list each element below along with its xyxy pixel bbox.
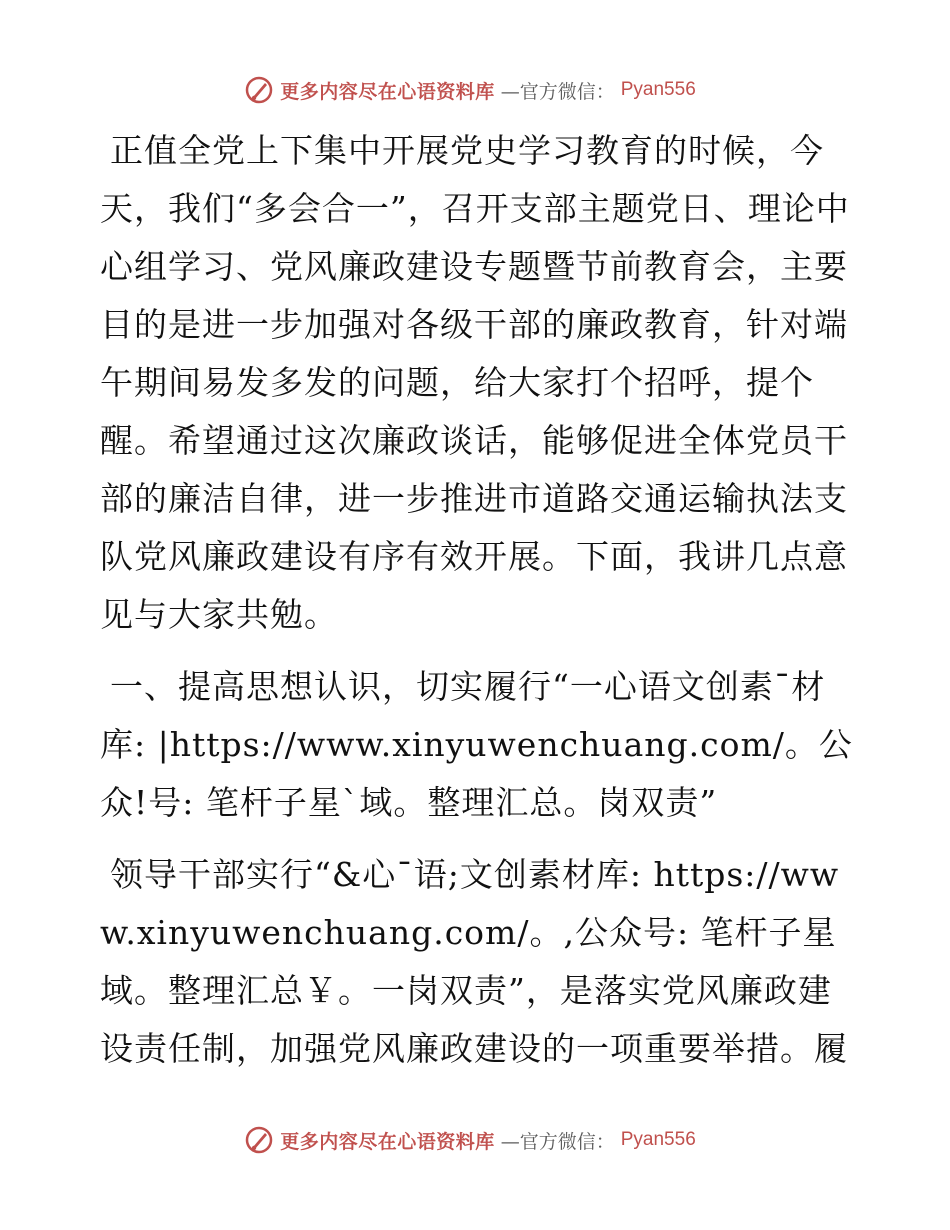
paragraph-intro-text: 正值全党上下集中开展党史学习教育的时候，今天，我们“多会合一”，召开支部主题党日、理论中心组学习、党风廉政建设专题暨节前教育会，主要目的是进一步加强对各级干部的廉政教育，针对端午期间易发多发的问题，给大家打个招呼，提个醒。希望通过这次廉政谈话，能够促进全体党员干部的廉洁自律，进一步推进市道路交通运输执法支队党风廉政建设有序有效开展。下面，我讲几点意见与大家共勉。: [100, 131, 850, 634]
quill-pen-logo-icon: [244, 1125, 274, 1155]
paragraph-body-text: 领导干部实行“&心¯语;文创素材库: https://www.xinyuwenchuang.com/。,公众号: 笔杆子星域。整理汇总￥。一岗双责”，是落实党风廉政建设责任制，加强党风廉政建设的一项重要举措。履: [100, 855, 848, 1068]
watermark-footer-inner: [244, 1125, 696, 1155]
watermark-wechat-id: Pyan556: [620, 79, 696, 100]
paragraph-intro: [100, 122, 860, 644]
watermark-title: 更多内容尽在心语资料库: [280, 1130, 495, 1153]
paragraph-heading-one-text: 一、提高思想认识，切实履行“一心语文创素¯材库: |https://www.xinyuwenchuang.com/。公众!号: 笔杆子星`域。整理汇总。岗双责”: [100, 667, 853, 822]
watermark-separator: —官方微信：: [500, 80, 615, 103]
watermark-title: 更多内容尽在心语资料库: [280, 80, 495, 103]
paragraph-body: [100, 846, 860, 1078]
quill-pen-logo-icon: [244, 75, 274, 105]
watermark-separator: —官方微信：: [500, 1130, 615, 1153]
watermark-header-inner: [244, 75, 696, 105]
watermark-footer: [0, 1120, 950, 1160]
paragraph-heading-one: [100, 658, 860, 832]
document-body: [100, 122, 860, 1092]
watermark-wechat-id: Pyan556: [620, 1129, 696, 1150]
watermark-header: [0, 70, 950, 110]
